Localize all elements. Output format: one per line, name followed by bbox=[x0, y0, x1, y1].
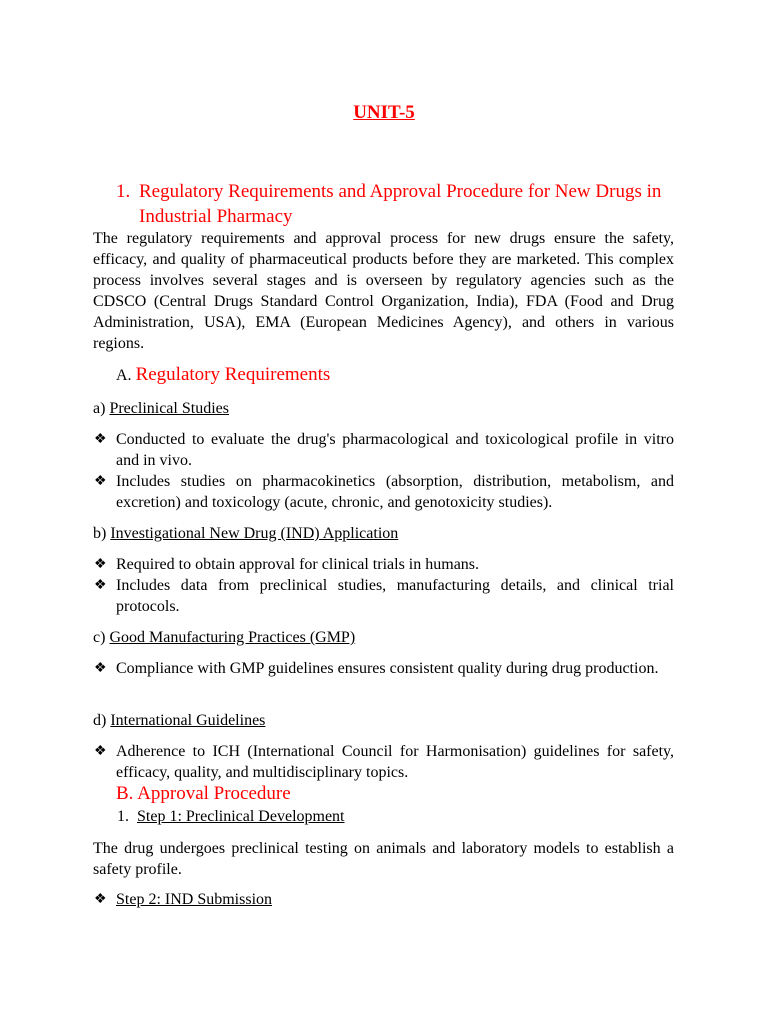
section-1-number: 1. bbox=[116, 181, 131, 202]
list-item: ❖ Includes studies on pharmacokinetics (absorption, distribution, metabolism, and excretion) and toxicology (acute, chronic, and genotoxicity studies). bbox=[94, 473, 674, 511]
list-item: ❖ Conducted to evaluate the drug's pharmacological and toxicological profile in vitro and in vivo. bbox=[94, 431, 674, 469]
subsection-a-title: Preclinical Studies bbox=[109, 400, 229, 417]
subsection-b-title: Investigational New Drug (IND) Application bbox=[110, 525, 399, 542]
unit-title: UNIT-5 bbox=[353, 102, 415, 123]
diamond-bullet-icon: ❖ bbox=[94, 578, 107, 593]
subsection-c-title: Good Manufacturing Practices (GMP) bbox=[109, 629, 356, 646]
diamond-bullet-icon: ❖ bbox=[94, 892, 107, 907]
step-1-heading bbox=[117, 806, 345, 827]
subsection-c-heading bbox=[93, 627, 355, 648]
section-a-letter: A. bbox=[116, 367, 132, 384]
diamond-bullet-icon: ❖ bbox=[94, 744, 107, 759]
section-1-title: Regulatory Requirements and Approval Procedure for New Drugs in Industrial Pharmacy bbox=[139, 181, 662, 227]
section-b-title: Approval Procedure bbox=[137, 783, 291, 804]
step-1-number: 1. bbox=[117, 808, 129, 825]
diamond-bullet-icon: ❖ bbox=[94, 557, 107, 572]
subsection-a-bullets bbox=[93, 429, 674, 513]
section-a-title: Regulatory Requirements bbox=[135, 364, 331, 385]
subsection-a-heading bbox=[93, 398, 229, 419]
list-item: ❖ Compliance with GMP guidelines ensures consistent quality during drug production. bbox=[94, 660, 659, 677]
section-b-heading bbox=[116, 783, 291, 805]
list-item bbox=[93, 889, 674, 910]
subsection-b-heading bbox=[93, 523, 398, 544]
subsection-a-prefix: a) bbox=[93, 400, 106, 417]
subsection-d-title: International Guidelines bbox=[110, 712, 266, 729]
subsection-b-bullets bbox=[93, 554, 674, 617]
list-item: ❖ Adherence to ICH (International Council for Harmonisation) guidelines for safety, efficacy, quality, and multidisciplinary topics. bbox=[94, 743, 674, 781]
subsection-d-heading bbox=[93, 710, 265, 731]
step-2-bullets bbox=[93, 889, 674, 910]
step-1-text: The drug undergoes preclinical testing on animals and laboratory models to establish a safety profile. bbox=[93, 840, 674, 878]
section-b-letter: B. bbox=[116, 783, 134, 804]
diamond-bullet-icon: ❖ bbox=[94, 474, 107, 489]
step-2-title: Step 2: IND Submission bbox=[116, 891, 273, 908]
subsection-c-prefix: c) bbox=[93, 629, 106, 646]
subsection-b-prefix: b) bbox=[93, 525, 107, 542]
subsection-d-bullets bbox=[93, 741, 674, 783]
diamond-bullet-icon: ❖ bbox=[94, 661, 107, 676]
step-1-title: Step 1: Preclinical Development bbox=[137, 808, 345, 825]
list-item: ❖ Required to obtain approval for clinical trials in humans. bbox=[94, 556, 480, 573]
section-1-heading bbox=[116, 179, 676, 229]
subsection-c-bullets bbox=[93, 658, 674, 679]
list-item: ❖ Includes data from preclinical studies, manufacturing details, and clinical trial protocols. bbox=[94, 577, 674, 615]
subsection-d-prefix: d) bbox=[93, 712, 107, 729]
section-a-heading bbox=[116, 364, 330, 386]
diamond-bullet-icon: ❖ bbox=[94, 432, 107, 447]
section-1-intro: The regulatory requirements and approval process for new drugs ensure the safety, efficacy, and quality of pharmaceutical products before they are marketed. This complex process involves several stages and is overseen by regulatory agencies such as the CDSCO (Central Drugs Standard Control Organization, India), FDA (Food and Drug Administration, USA), EMA (European Medicines Agency), and others in various regions. bbox=[93, 230, 674, 352]
